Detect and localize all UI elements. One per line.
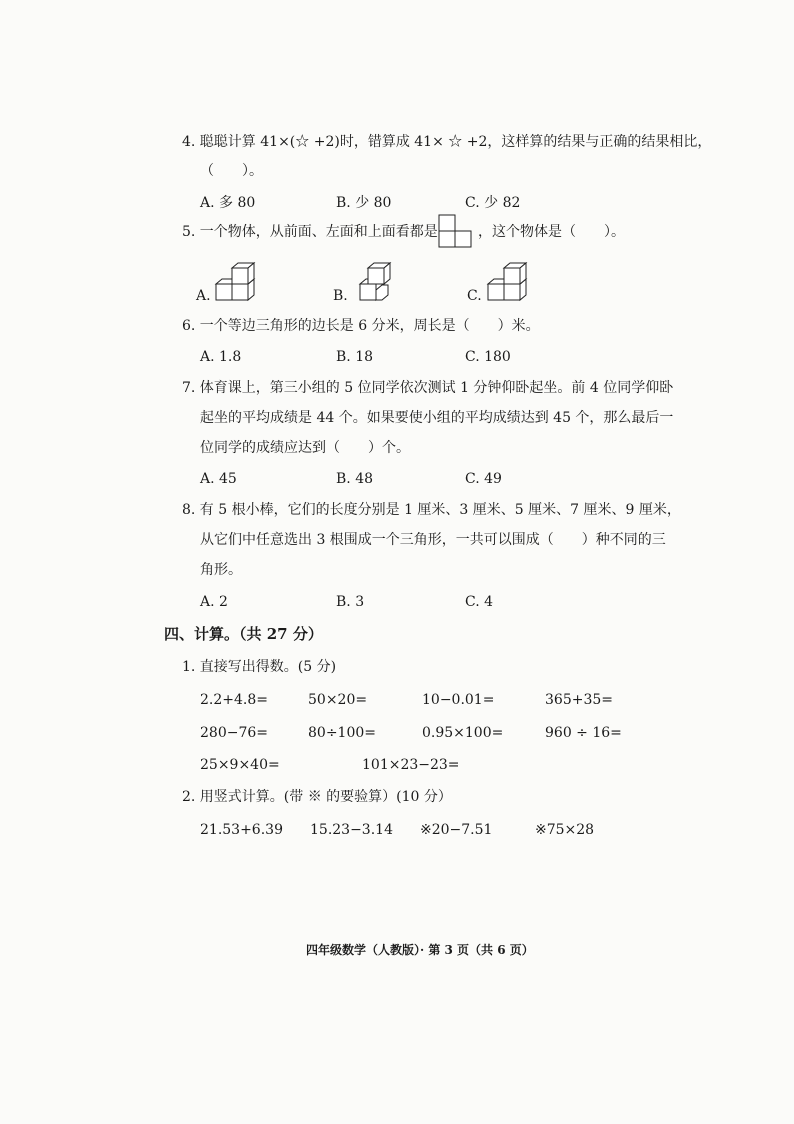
q4-line1: 4. 聪聪计算 41×(☆ +2)时，错算成 41× ☆ +2，这样算的结果与正确的结果相比，: [182, 134, 712, 150]
q4-option-c: C. 少 82: [465, 195, 521, 211]
q8-line2: 从它们中任意选出 3 根围成一个三角形，一共可以围成（ ）种不同的三: [200, 532, 666, 548]
q5-option-b: B.: [333, 288, 348, 304]
q6-option-b: B. 18: [336, 349, 374, 365]
calc-item: 960 ÷ 16=: [545, 725, 622, 741]
q7-line1: 7. 体育课上，第三小组的 5 位同学依次测试 1 分钟仰卧起坐。前 4 位同学仰卧: [182, 380, 674, 396]
page-footer: 四年级数学（人教版）· 第 3 页（共 6 页）: [306, 943, 534, 957]
q5-option-c: C.: [467, 288, 482, 304]
q7-option-b: B. 48: [336, 471, 374, 487]
q7-option-c: C. 49: [465, 471, 502, 487]
q4-option-b: B. 少 80: [336, 195, 392, 211]
calc-item: 101×23−23=: [362, 757, 460, 773]
q4-line2: （ ）。: [200, 163, 263, 179]
vertical-calc-item: 21.53+6.39: [200, 822, 283, 838]
q7-line2: 起坐的平均成绩是 44 个。如果要使小组的平均成绩达到 45 个，那么最后一: [200, 410, 674, 426]
vertical-calc-item: ※75×28: [535, 822, 595, 838]
q6-option-c: C. 180: [465, 349, 511, 365]
q8-line3: 角形。: [200, 562, 242, 578]
q8-line1: 8. 有 5 根小棒，它们的长度分别是 1 厘米、3 厘米、5 厘米、7 厘米、9 厘米，: [182, 502, 681, 518]
q5-option-a: A.: [196, 288, 211, 304]
calc-item: 25×9×40=: [200, 757, 280, 773]
q5-text-before: 5. 一个物体，从前面、左面和上面看都是: [182, 224, 438, 240]
view-shape-figure: [438, 214, 472, 248]
option-b-cube-figure: [350, 262, 396, 304]
q7-line3: 位同学的成绩应达到（ ）个。: [200, 440, 410, 456]
calc-item: 2.2+4.8=: [200, 692, 268, 708]
calc-item: 0.95×100=: [422, 725, 504, 741]
calc-item: 280−76=: [200, 725, 268, 741]
calc-item: 50×20=: [308, 692, 368, 708]
vertical-calc-item: 15.23−3.14: [310, 822, 393, 838]
q8-option-c: C. 4: [465, 594, 494, 610]
q4-option-a: A. 多 80: [200, 195, 256, 211]
section4-title: 四、计算。（共 27 分）: [164, 625, 323, 643]
q5-text-after: ，这个物体是（ ）。: [478, 224, 625, 240]
option-a-cube-figure: [212, 262, 258, 304]
q6-line1: 6. 一个等边三角形的边长是 6 分米，周长是（ ）米。: [182, 318, 540, 334]
sub1-title: 1. 直接写出得数。(5 分): [182, 659, 337, 675]
calc-item: 80÷100=: [308, 725, 376, 741]
q8-option-b: B. 3: [336, 594, 365, 610]
option-c-cube-figure: [484, 262, 534, 304]
calc-item: 10−0.01=: [422, 692, 495, 708]
sub2-title: 2. 用竖式计算。(带 ※ 的要验算）(10 分）: [182, 789, 452, 805]
vertical-calc-item: ※20−7.51: [420, 822, 493, 838]
q6-option-a: A. 1.8: [200, 349, 242, 365]
q7-option-a: A. 45: [200, 471, 237, 487]
q8-option-a: A. 2: [200, 594, 228, 610]
calc-item: 365+35=: [545, 692, 613, 708]
